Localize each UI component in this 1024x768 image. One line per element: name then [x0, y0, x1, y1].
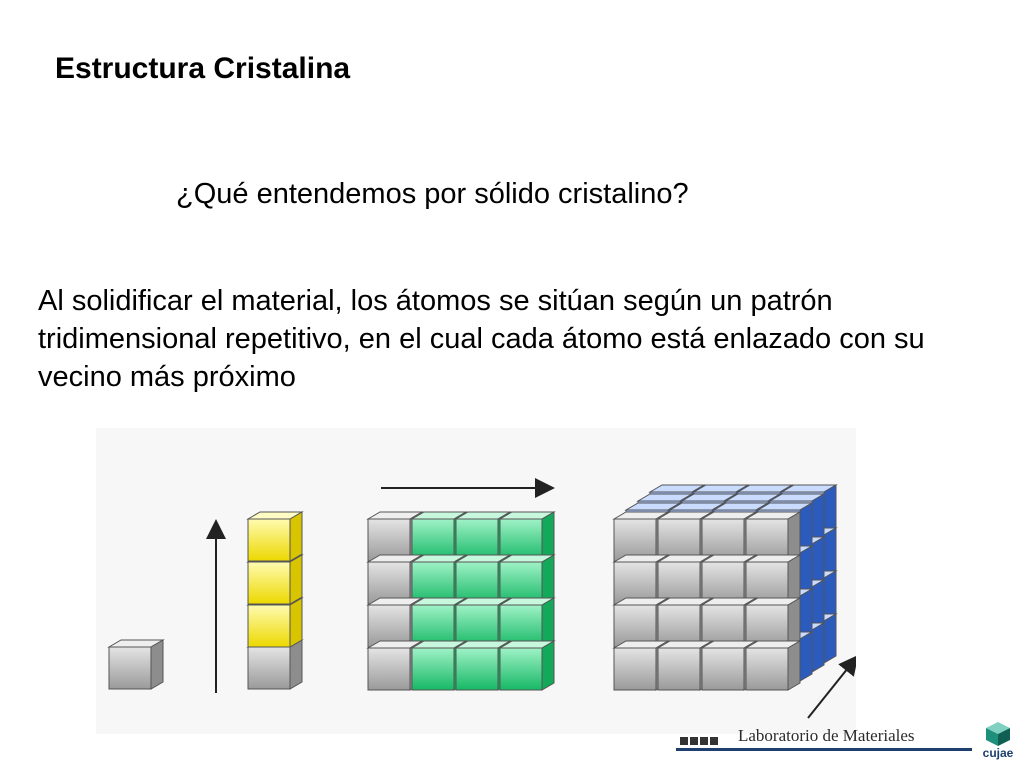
cujae-cube-icon — [978, 718, 1018, 746]
slide-title: Estructura Cristalina — [55, 52, 351, 85]
column-cube — [248, 512, 302, 561]
slide-question: ¿Qué entendemos por sólido cristalino? — [176, 178, 689, 210]
slab-cube — [500, 598, 554, 647]
column-cube — [248, 598, 302, 647]
lab-mark-icon — [680, 736, 718, 746]
footer-lab-name: Laboratorio de Materiales — [738, 726, 915, 745]
single-cube — [109, 640, 163, 689]
slab-cube — [500, 641, 554, 690]
footer-rule — [676, 748, 972, 751]
column-cube — [248, 555, 302, 604]
footer — [676, 716, 1024, 768]
crystal-growth-figure — [96, 428, 856, 734]
block-front-cube — [746, 555, 800, 604]
block-front-cube — [746, 641, 800, 690]
block-front-cube — [746, 598, 800, 647]
slab-cube — [500, 512, 554, 561]
cujae-logo-text: cujae — [982, 746, 1014, 760]
cujae-logo — [978, 718, 1018, 764]
slide-paragraph: Al solidificar el material, los átomos se sitúan según un patrón tridimensional repetitivo, en el cual cada átomo está enlazado con su vecino más próximo — [38, 285, 925, 393]
slab-cube — [500, 555, 554, 604]
block-front-cube — [746, 512, 800, 561]
cube-stacks — [109, 485, 836, 690]
